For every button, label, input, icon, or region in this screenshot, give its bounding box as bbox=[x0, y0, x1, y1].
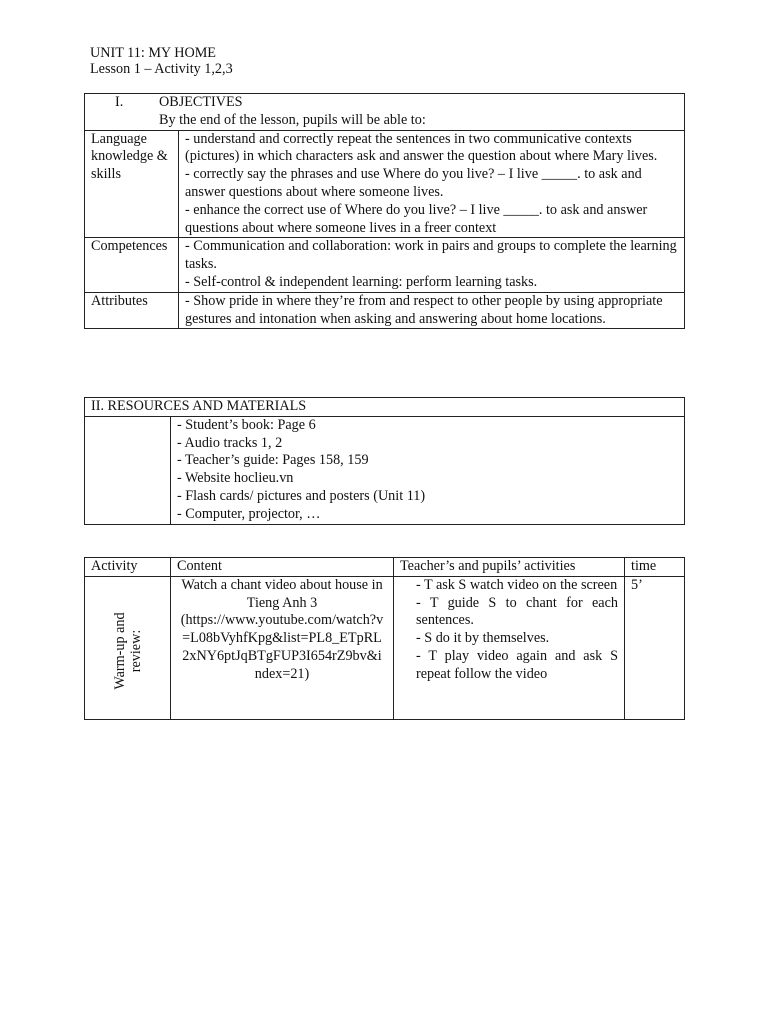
objectives-row-label: Attributes bbox=[85, 292, 179, 329]
objectives-table bbox=[84, 93, 685, 329]
activity-table bbox=[84, 557, 685, 720]
objectives-row-label: Competences bbox=[85, 238, 179, 292]
objective-line: - Communication and collaboration: work in pairs and groups to complete the learning tasks. bbox=[185, 238, 677, 273]
resource-item: - Audio tracks 1, 2 bbox=[177, 434, 283, 451]
activity-row bbox=[85, 576, 685, 719]
activity-stage-line: Warm-up and bbox=[111, 611, 128, 690]
resource-item: - Computer, projector, … bbox=[177, 505, 321, 522]
objective-line: - understand and correctly repeat the sentences in two communicative contexts (pictures) in which characters ask and answer the question about where Mary lives. bbox=[185, 130, 658, 165]
resource-item: - Teacher’s guide: Pages 158, 159 bbox=[177, 452, 369, 469]
header-activities: Teacher’s and pupils’ activities bbox=[394, 558, 625, 577]
resources-row bbox=[85, 416, 685, 524]
section-title: OBJECTIVES bbox=[159, 94, 243, 110]
activity-content-cell bbox=[171, 576, 394, 719]
header-activity: Activity bbox=[85, 558, 171, 577]
activity-stage-cell bbox=[85, 576, 171, 719]
objectives-row-label: Language knowledge & skills bbox=[85, 130, 179, 238]
resource-item: - Flash cards/ pictures and posters (Unit 11) bbox=[177, 487, 426, 504]
header-content: Content bbox=[171, 558, 394, 577]
unit-title: UNIT 11: MY HOME bbox=[90, 45, 216, 61]
activity-content-link: (https://www.youtube.com/watch?v=L08bVyhfKpg&list=PL8_ETpRL2xNY6ptJqBTgFUP3I654rZ9bv&index=21) bbox=[180, 612, 384, 682]
activity-step: - T guide S to chant for each sentences. bbox=[416, 594, 618, 629]
activity-content-text: Watch a chant video about house in Tieng Anh 3 bbox=[181, 576, 383, 611]
activity-stage-label bbox=[112, 612, 144, 689]
objective-line: - enhance the correct use of Where do you live? – I live _____. to ask and answer questions about where someone lives in a freer context bbox=[185, 201, 648, 236]
activity-step: - T play video again and ask S repeat follow the video bbox=[416, 647, 618, 682]
section-number: I. bbox=[115, 94, 124, 110]
resources-empty-cell bbox=[85, 416, 171, 524]
header-time: time bbox=[625, 558, 685, 577]
objectives-intro: By the end of the lesson, pupils will be able to: bbox=[159, 111, 426, 128]
objectives-row bbox=[85, 130, 685, 238]
activity-steps-cell bbox=[394, 576, 625, 719]
objectives-row bbox=[85, 292, 685, 329]
lesson-title: Lesson 1 – Activity 1,2,3 bbox=[90, 61, 233, 77]
objectives-row-content bbox=[179, 238, 685, 292]
resource-item: - Student’s book: Page 6 bbox=[177, 416, 316, 433]
objective-line: - correctly say the phrases and use Where do you live? – I live _____. to ask and answer questions about where someone lives. bbox=[185, 166, 642, 200]
objective-line: - Show pride in where they’re from and respect to other people by using appropriate gestures and intonation when asking and answering about home locations. bbox=[185, 292, 663, 327]
activity-step: - S do it by themselves. bbox=[416, 630, 550, 647]
resource-item: - Website hoclieu.vn bbox=[177, 470, 294, 487]
activity-time: 5’ bbox=[625, 576, 685, 719]
activity-stage-line: review: bbox=[127, 629, 144, 672]
resources-header-row bbox=[85, 398, 685, 417]
page-header bbox=[90, 45, 233, 77]
activity-header-row bbox=[85, 558, 685, 577]
objectives-row-content bbox=[179, 292, 685, 329]
resources-title: II. RESOURCES AND MATERIALS bbox=[85, 398, 685, 417]
objectives-row bbox=[85, 238, 685, 292]
objectives-header-row bbox=[85, 94, 685, 131]
resources-list bbox=[171, 416, 685, 524]
objectives-row-content bbox=[179, 130, 685, 238]
resources-table bbox=[84, 397, 685, 525]
activity-step: - T ask S watch video on the screen bbox=[416, 576, 618, 593]
objectives-header-cell bbox=[85, 94, 685, 131]
objective-line: - Self-control & independent learning: perform learning tasks. bbox=[185, 273, 538, 290]
